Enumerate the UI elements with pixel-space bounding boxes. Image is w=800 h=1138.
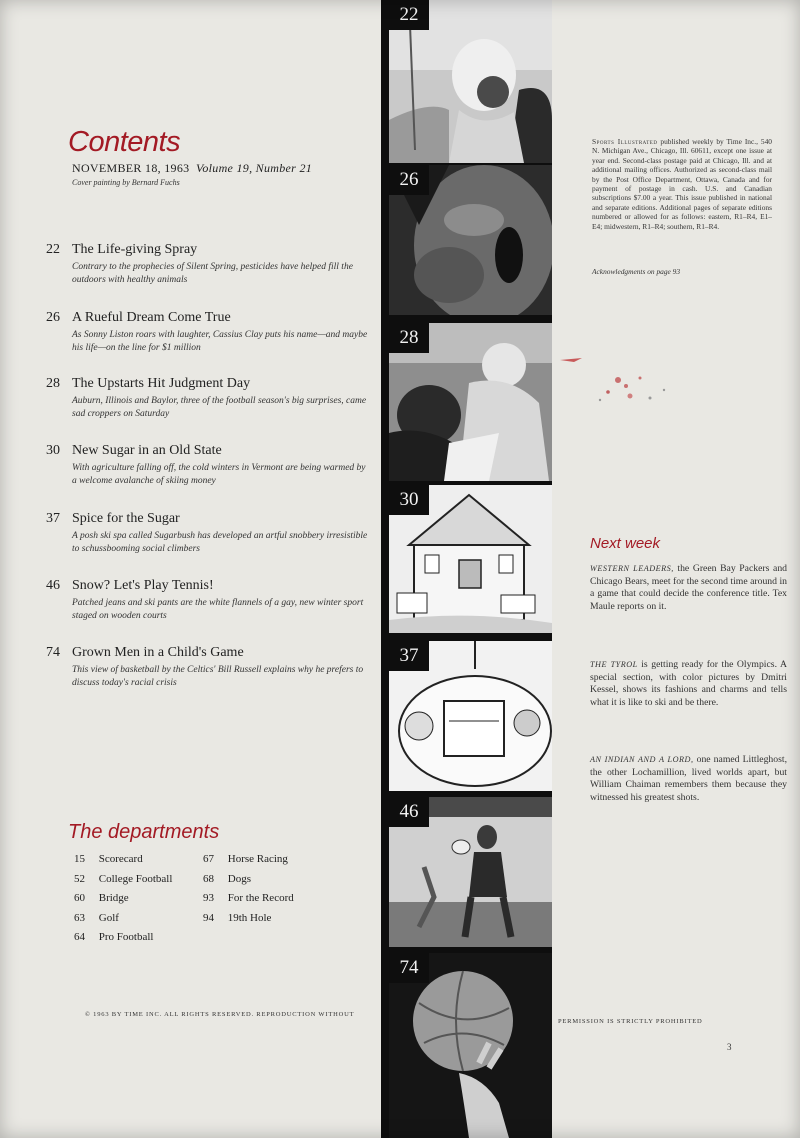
article-page-number: 22 <box>46 242 60 257</box>
article-title[interactable]: New Sugar in an Old State <box>72 443 222 458</box>
photo-page-badge: 28 <box>389 323 429 353</box>
next-week-item-text: the Green Bay Packers and Chicago Bears, meet for the second time around in a game that could decide the conference title. Tex Maule reports on it. <box>590 563 788 612</box>
next-week-item <box>590 659 787 709</box>
issue-line <box>72 161 312 176</box>
publication-info <box>592 137 772 231</box>
issue-volume: Volume 19, Number 21 <box>196 161 313 175</box>
next-week-item-text: one named Littleghost, the other Lochamillion, lived worlds apart, but William Chaiman remembers them because they witnessed his greatest shots. <box>590 754 787 803</box>
article-page-number: 46 <box>46 578 60 593</box>
next-week-item <box>590 563 787 613</box>
department-item[interactable] <box>74 853 172 873</box>
photo-football-helmet[interactable] <box>389 0 552 163</box>
department-name: Scorecard <box>98 853 143 865</box>
permission-notice: PERMISSION IS STRICTLY PROHIBITED <box>558 1018 703 1025</box>
department-page: 68 <box>203 872 214 885</box>
article-description: Contrary to the prophecies of Silent Spring, pesticides have helped fill the outdoors with healthy animals <box>72 262 353 285</box>
publication-text: published weekly by Time Inc., 540 N. Michigan Ave., Chicago, Ill. 60611, except one issue at year end. Second-class postage paid at Chicago, Ill. and at additional mailing offices. Authorized as second-class mail by the Post Office Department, Ottawa, Canada and for payment of postage in cash. U.S. and Canadian subscriptions $7.00 a year. This issue published in national and separate editions. Additional pages of separate editions numbered or allowed for as follows: eastern, R1–R4, E1–E4; midwestern, R1–R4; southern, R1–R4. <box>592 137 772 231</box>
next-week-item-lead: WESTERN LEADERS, <box>590 564 674 573</box>
article-page-number: 26 <box>46 310 60 325</box>
article-title[interactable]: Spice for the Sugar <box>72 511 180 526</box>
department-item[interactable] <box>203 853 294 873</box>
article-page-number: 74 <box>46 645 60 660</box>
article-description: With agriculture falling off, the cold winters in Vermont are being warmed by a welcome avalanche of skiing money <box>72 463 366 486</box>
article-page-number: 28 <box>46 376 60 391</box>
photo-page-badge: 74 <box>389 953 429 983</box>
department-page: 52 <box>74 872 85 885</box>
article-description: Auburn, Illinois and Baylor, three of the football season's big surprises, came sad croppers on Saturday <box>72 396 367 419</box>
article-title[interactable]: The Upstarts Hit Judgment Day <box>72 376 251 391</box>
photo-platform-tennis[interactable] <box>389 797 552 947</box>
article-page-number: 30 <box>46 443 60 458</box>
photo-basketball-hand[interactable] <box>389 953 552 1138</box>
photo-page-badge: 37 <box>389 641 429 671</box>
photo-football-players[interactable] <box>389 323 552 481</box>
departments-list-right <box>203 853 294 931</box>
department-name: Dogs <box>227 872 251 885</box>
department-item[interactable] <box>203 873 294 893</box>
article-title[interactable]: A Rueful Dream Come True <box>72 310 231 325</box>
photo-page-badge: 26 <box>389 165 429 195</box>
department-page: 94 <box>203 911 214 924</box>
departments-list-left <box>74 853 172 951</box>
photo-page-badge: 30 <box>389 485 429 515</box>
copyright-notice: © 1963 BY TIME INC. ALL RIGHTS RESERVED. REPRODUCTION WITHOUT <box>85 1011 355 1018</box>
page-number: 3 <box>727 1042 732 1052</box>
article-description: Patched jeans and ski pants are the white flannels of a gay, new winter sport staged on wooden courts <box>72 598 364 621</box>
photo-page-badge: 46 <box>389 797 429 827</box>
issue-date: NOVEMBER 18, 1963 <box>72 161 190 175</box>
article-title[interactable]: Grown Men in a Child's Game <box>72 645 244 660</box>
photo-boxer-laughing[interactable] <box>389 165 552 315</box>
ink-stain-decoration <box>560 352 680 422</box>
department-name: 19th Hole <box>227 911 272 924</box>
department-page: 60 <box>74 892 85 904</box>
department-page: 15 <box>74 853 85 865</box>
department-item[interactable] <box>203 892 294 912</box>
next-week-item-text: is getting ready for the Olympics. A special section, with color pictures by Dmitri Kessel, shows its fashions and charms and tells what it is like to ski and be there. <box>590 659 787 708</box>
department-item[interactable] <box>74 873 172 893</box>
department-item[interactable] <box>74 912 172 932</box>
department-name: College Football <box>98 872 173 885</box>
department-item[interactable] <box>203 912 294 932</box>
department-page: 67 <box>203 853 214 865</box>
photo-strip <box>381 0 552 1138</box>
department-name: Golf <box>98 911 119 924</box>
department-page: 93 <box>203 892 214 904</box>
contents-heading: Contents <box>68 126 181 158</box>
department-item[interactable] <box>74 931 172 951</box>
next-week-heading: Next week <box>590 535 661 552</box>
article-description: A posh ski spa called Sugarbush has developed an artful snobbery irresistible to schussbooming social climbers <box>72 531 368 554</box>
cover-credit: Cover painting by Bernard Fuchs <box>72 178 180 187</box>
department-item[interactable] <box>74 892 172 912</box>
article-description: As Sonny Liston roars with laughter, Cassius Clay puts his name—and maybe his life—on the line for $1 million <box>72 330 368 353</box>
next-week-item-lead: AN INDIAN AND A LORD, <box>590 755 694 764</box>
next-week-item-lead: THE TYROL <box>590 660 638 669</box>
department-page: 64 <box>74 931 85 943</box>
photo-page-badge: 22 <box>389 0 429 30</box>
magazine-name: Sports Illustrated <box>592 137 658 146</box>
article-title[interactable]: The Life-giving Spray <box>72 242 198 257</box>
departments-heading: The departments <box>68 821 220 843</box>
acknowledgments-note: Acknowledgments on page 93 <box>592 267 681 276</box>
department-name: For the Record <box>227 892 294 904</box>
article-page-number: 37 <box>46 511 60 526</box>
article-title[interactable]: Snow? Let's Play Tennis! <box>72 578 214 593</box>
department-name: Horse Racing <box>227 853 288 865</box>
department-page: 63 <box>74 911 85 924</box>
illustration-ski-gondola[interactable] <box>389 641 552 791</box>
department-name: Bridge <box>98 892 129 904</box>
article-description: This view of basketball by the Celtics' Bill Russell explains why he prefers to discuss today's racial crisis <box>72 665 364 688</box>
department-name: Pro Football <box>98 931 154 943</box>
illustration-ski-lodge[interactable] <box>389 485 552 633</box>
next-week-item <box>590 754 787 804</box>
